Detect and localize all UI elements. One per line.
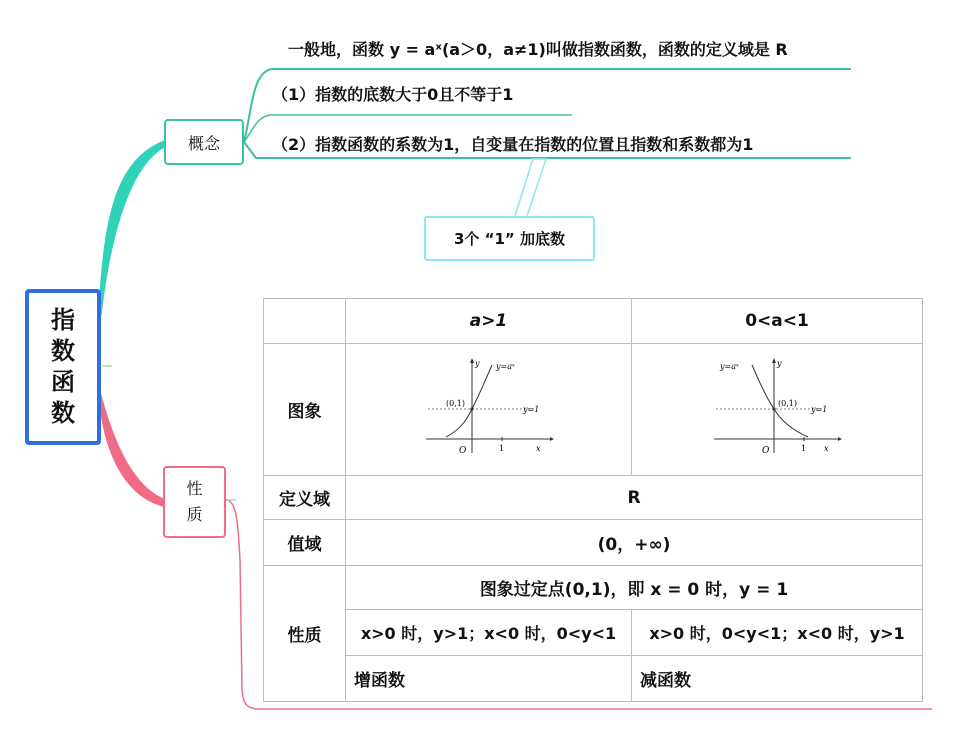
root-node[interactable]: 指数函数 <box>25 289 101 445</box>
graph-right-origin: O <box>762 446 770 456</box>
row-graph-label: 图象 <box>264 344 346 476</box>
row-props-label: 性质 <box>264 566 346 702</box>
graph-left-point-label: (0,1) <box>445 399 465 408</box>
mono-left: 增函数 <box>346 656 632 702</box>
header-a-gt-1: a>1 <box>346 299 632 344</box>
note-callout[interactable]: 3个 “1” 加底数 <box>424 216 595 261</box>
graph-right-cell <box>632 344 923 476</box>
row-range-label: 值域 <box>264 520 346 566</box>
range-value: (0，+∞) <box>346 520 923 566</box>
graph-increasing <box>424 357 554 457</box>
graph-left-curve-label: y=aˣ <box>495 362 515 371</box>
mono-right: 减函数 <box>632 656 923 702</box>
graph-left-line-label: y=1 <box>522 405 539 414</box>
fixed-point: 图象过定点(0,1)，即 x = 0 时，y = 1 <box>346 566 923 610</box>
domain-value: R <box>346 476 923 520</box>
concept-branch <box>100 142 164 315</box>
properties-table <box>263 298 923 702</box>
values-left: x>0 时，y>1；x<0 时，0<y<1 <box>346 610 632 656</box>
table-corner <box>264 299 346 344</box>
graph-right-x-axis: x <box>824 444 829 453</box>
concept-node[interactable]: 概念 <box>164 119 244 165</box>
concept-point-2: （2）指数函数的系数为1，自变量在指数的位置且指数和系数都为1 <box>272 135 754 154</box>
concept-definition: 一般地，函数 y = aˣ(a＞0，a≠1)叫做指数函数，函数的定义域是 R <box>288 40 788 59</box>
graph-left-x-tick: 1 <box>498 444 504 453</box>
note-pointer <box>515 159 546 216</box>
graph-left-x-axis: x <box>535 444 541 453</box>
row-domain-label: 定义域 <box>264 476 346 520</box>
graph-right-point-label: (0,1) <box>778 399 797 408</box>
graph-left-cell <box>346 344 632 476</box>
graph-left-y-axis: y <box>474 359 480 368</box>
values-right: x>0 时，0<y<1；x<0 时，y>1 <box>632 610 923 656</box>
graph-decreasing <box>712 357 842 457</box>
graph-right-x-tick: 1 <box>801 444 807 453</box>
concept-point-1: （1）指数的底数大于0且不等于1 <box>272 85 514 104</box>
graph-right-line-label: y=1 <box>811 405 828 414</box>
header-a-lt-1: 0<a<1 <box>632 299 923 344</box>
graph-left-origin: O <box>458 446 466 456</box>
nature-branch <box>100 395 163 505</box>
nature-node[interactable]: 性质 <box>163 466 226 538</box>
graph-right-curve-label: y=aˣ <box>720 362 739 371</box>
graph-right-y-axis: y <box>777 359 782 368</box>
